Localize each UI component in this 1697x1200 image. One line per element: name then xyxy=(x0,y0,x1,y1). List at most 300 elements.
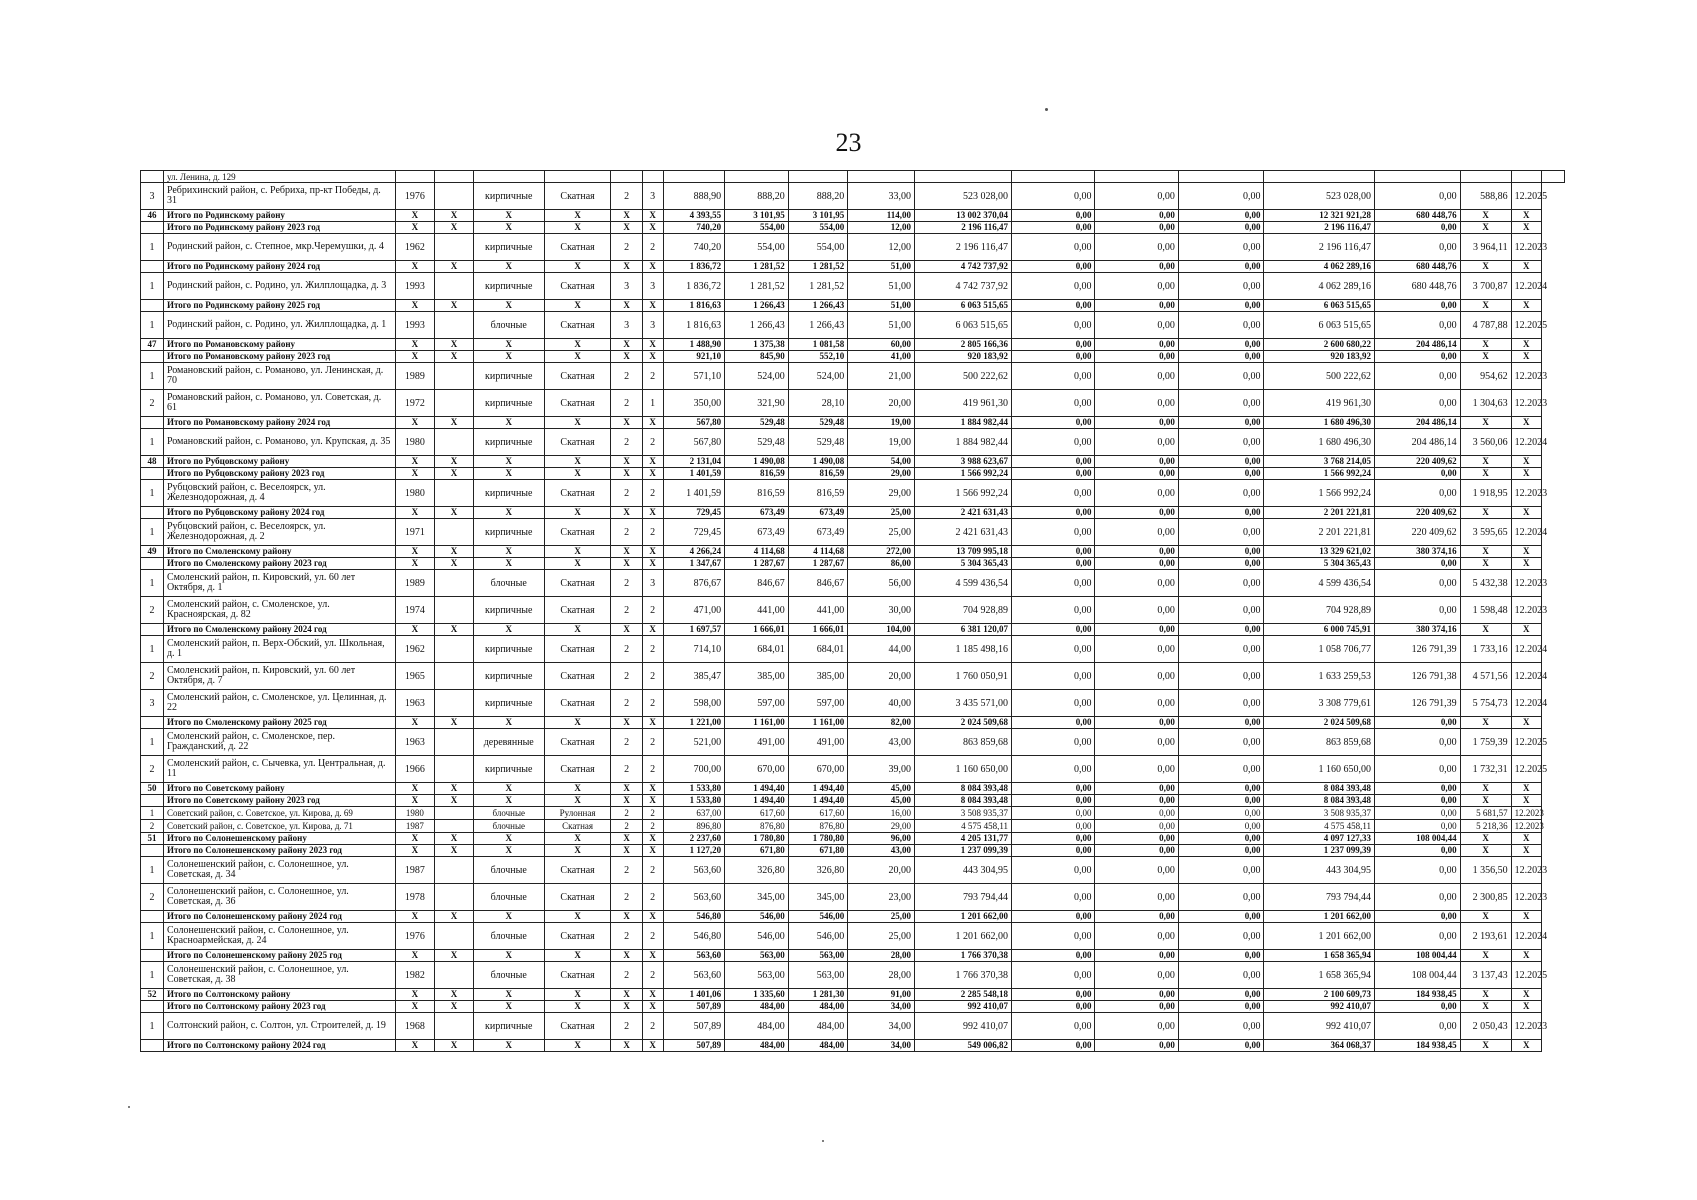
cell-wall: X xyxy=(473,546,544,558)
cell-entrances: X xyxy=(642,717,663,729)
cell-f_fed: 0,00 xyxy=(1012,690,1095,717)
cell-cost_total: 6 063 515,65 xyxy=(915,312,1012,339)
cell-deadline: X xyxy=(1511,351,1541,363)
cell-residents: 40,00 xyxy=(848,690,915,717)
cell-f_reg: 0,00 xyxy=(1095,795,1178,807)
cell-residents: 104,00 xyxy=(848,624,915,636)
cell-cost_total: 523 028,00 xyxy=(915,183,1012,210)
cell-f_reg: 0,00 xyxy=(1095,845,1178,857)
cell-area_total: 729,45 xyxy=(663,507,725,519)
cell-entrances: X xyxy=(642,261,663,273)
cell-area_all: 671,80 xyxy=(725,845,789,857)
cell-unit-cost: 3 700,87 xyxy=(1460,273,1511,300)
cell-deadline: X xyxy=(1511,546,1541,558)
cell-cost_total: 1 237 099,39 xyxy=(915,845,1012,857)
cell-year: 1993 xyxy=(395,312,435,339)
cell-f_fed: 0,00 xyxy=(1012,507,1095,519)
cell-cost_total: 1 160 650,00 xyxy=(915,756,1012,783)
cell-index: 51 xyxy=(141,833,164,845)
cell-f_reg: 0,00 xyxy=(1095,807,1178,820)
subtotal-row xyxy=(141,1001,1565,1013)
cell-area_all: 529,48 xyxy=(725,429,789,456)
cell-unit-cost: 1 733,16 xyxy=(1460,636,1511,663)
cell-address: Советский район, с. Советское, ул. Кирова, д. 69 xyxy=(163,807,395,820)
table-row-continuation xyxy=(141,171,1565,183)
cell-f_mun: 0,00 xyxy=(1178,1001,1264,1013)
cell-subtotal-label: Итого по Солонешенскому району 2024 год xyxy=(163,911,395,923)
cell-wall: кирпичные xyxy=(473,636,544,663)
cell-f_own: 4 062 289,16 xyxy=(1264,273,1375,300)
cell-area_res: 546,00 xyxy=(788,923,847,950)
cell-year: X xyxy=(395,795,435,807)
cell-cost_total: 1 201 662,00 xyxy=(915,911,1012,923)
cell-roof: X xyxy=(544,468,611,480)
cell-deadline: 12.2023 xyxy=(1511,820,1541,833)
cell-area_res: 345,00 xyxy=(788,884,847,911)
cell-entrances: 2 xyxy=(642,690,663,717)
subtotal-row xyxy=(141,845,1565,857)
cell-unit-cost: 5 681,57 xyxy=(1460,807,1511,820)
cell-f_mun: 0,00 xyxy=(1178,690,1264,717)
cell-year: 1980 xyxy=(395,429,435,456)
cell-residents: 51,00 xyxy=(848,273,915,300)
cell-residents: 12,00 xyxy=(848,234,915,261)
cell-wall: X xyxy=(473,795,544,807)
cell-area_all: 1 266,43 xyxy=(725,300,789,312)
cell-roof: X xyxy=(544,351,611,363)
cell-wall: X xyxy=(473,911,544,923)
cell-area_all: 484,00 xyxy=(725,1001,789,1013)
subtotal-row xyxy=(141,1040,1565,1052)
cell-year2: X xyxy=(435,300,474,312)
cell-f_fed: 0,00 xyxy=(1012,783,1095,795)
cell-residents: 34,00 xyxy=(848,1013,915,1040)
cell-empty xyxy=(1541,171,1564,183)
cell-f_mun: 0,00 xyxy=(1178,884,1264,911)
cell-year2: X xyxy=(435,507,474,519)
cell-residents: 28,00 xyxy=(848,950,915,962)
cell-unit-cost: X xyxy=(1460,300,1511,312)
cell-area_all: 1 287,67 xyxy=(725,558,789,570)
cell-address: Ребрихинский район, с. Ребриха, пр-кт Победы, д. 31 xyxy=(163,183,395,210)
cell-year: 1968 xyxy=(395,1013,435,1040)
cell-year: 1987 xyxy=(395,820,435,833)
cell-year: X xyxy=(395,833,435,845)
cell-roof: Скатная xyxy=(544,597,611,624)
cell-roof: Скатная xyxy=(544,820,611,833)
cell-subtotal-label: Итого по Смоленскому району 2024 год xyxy=(163,624,395,636)
subtotal-row xyxy=(141,417,1565,429)
cell-index xyxy=(141,1001,164,1013)
cell-area_total: 896,80 xyxy=(663,820,725,833)
cell-roof: Скатная xyxy=(544,480,611,507)
cell-entrances: X xyxy=(642,795,663,807)
cell-area_res: 1 287,67 xyxy=(788,558,847,570)
cell-area_total: 740,20 xyxy=(663,234,725,261)
cell-unit-cost: 4 571,56 xyxy=(1460,663,1511,690)
cell-entrances: 2 xyxy=(642,234,663,261)
cell-area_all: 846,67 xyxy=(725,570,789,597)
cell-year2: X xyxy=(435,417,474,429)
table-row xyxy=(141,807,1565,820)
cell-area_total: 1 533,80 xyxy=(663,783,725,795)
cell-area_total: 1 401,06 xyxy=(663,989,725,1001)
cell-area_all: 1 335,60 xyxy=(725,989,789,1001)
cell-index xyxy=(141,261,164,273)
cell-year2: X xyxy=(435,339,474,351)
cell-area_res: 1 281,52 xyxy=(788,261,847,273)
cell-unit-cost: 1 918,95 xyxy=(1460,480,1511,507)
cell-f_mun: 0,00 xyxy=(1178,558,1264,570)
cell-year2: X xyxy=(435,558,474,570)
cell-f_other: 184 938,45 xyxy=(1375,989,1461,1001)
cell-deadline: 12.2023 xyxy=(1511,234,1541,261)
cell-index: 46 xyxy=(141,210,164,222)
cell-index: 1 xyxy=(141,480,164,507)
cell-area_res: 563,00 xyxy=(788,950,847,962)
cell-f_reg: 0,00 xyxy=(1095,312,1178,339)
cell-floors: 2 xyxy=(611,519,642,546)
cell-residents: 23,00 xyxy=(848,884,915,911)
cell-empty xyxy=(395,171,435,183)
cell-year: X xyxy=(395,300,435,312)
cell-year: 1965 xyxy=(395,663,435,690)
cell-deadline: 12.2025 xyxy=(1511,183,1541,210)
cell-address: Солонешенский район, с. Солонешное, ул. Советская, д. 38 xyxy=(163,962,395,989)
table-row xyxy=(141,690,1565,717)
cell-floors: X xyxy=(611,456,642,468)
cell-floors: 2 xyxy=(611,597,642,624)
table-row xyxy=(141,820,1565,833)
cell-f_mun: 0,00 xyxy=(1178,363,1264,390)
cell-f_mun: 0,00 xyxy=(1178,807,1264,820)
cell-year: 1976 xyxy=(395,183,435,210)
cell-index: 1 xyxy=(141,1013,164,1040)
cell-year: X xyxy=(395,1001,435,1013)
cell-area_res: 484,00 xyxy=(788,1001,847,1013)
cell-index: 1 xyxy=(141,729,164,756)
cell-f_mun: 0,00 xyxy=(1178,911,1264,923)
repair-program-table xyxy=(140,170,1565,1052)
cell-index: 1 xyxy=(141,923,164,950)
cell-f_other: 0,00 xyxy=(1375,351,1461,363)
cell-entrances: 2 xyxy=(642,480,663,507)
cell-roof: Скатная xyxy=(544,234,611,261)
cell-entrances: 2 xyxy=(642,636,663,663)
table-row xyxy=(141,884,1565,911)
cell-index: 1 xyxy=(141,273,164,300)
cell-f_own: 2 201 221,81 xyxy=(1264,507,1375,519)
cell-empty xyxy=(1178,171,1264,183)
cell-area_res: 597,00 xyxy=(788,690,847,717)
cell-area_total: 921,10 xyxy=(663,351,725,363)
cell-address: Рубцовский район, с. Веселоярск, ул. Железнодорожная, д. 4 xyxy=(163,480,395,507)
cell-floors: 2 xyxy=(611,807,642,820)
cell-year2 xyxy=(435,807,474,820)
cell-f_own: 1 658 365,94 xyxy=(1264,962,1375,989)
cell-f_own: 1 201 662,00 xyxy=(1264,923,1375,950)
cell-f_mun: 0,00 xyxy=(1178,417,1264,429)
cell-index xyxy=(141,950,164,962)
cell-year2: X xyxy=(435,989,474,1001)
cell-f_other: 0,00 xyxy=(1375,923,1461,950)
cell-f_fed: 0,00 xyxy=(1012,261,1095,273)
subtotal-row xyxy=(141,950,1565,962)
cell-subtotal-label: Итого по Романовскому району 2023 год xyxy=(163,351,395,363)
cell-roof: Скатная xyxy=(544,390,611,417)
cell-index xyxy=(141,911,164,923)
cell-floors: 3 xyxy=(611,312,642,339)
cell-deadline: X xyxy=(1511,210,1541,222)
cell-area_res: 816,59 xyxy=(788,480,847,507)
table-row xyxy=(141,1013,1565,1040)
table-row xyxy=(141,729,1565,756)
cell-unit-cost: 1 759,39 xyxy=(1460,729,1511,756)
cell-area_res: 673,49 xyxy=(788,507,847,519)
cell-area_res: 385,00 xyxy=(788,663,847,690)
cell-f_other: 0,00 xyxy=(1375,183,1461,210)
cell-year: X xyxy=(395,261,435,273)
cell-wall: блочные xyxy=(473,923,544,950)
cell-wall: кирпичные xyxy=(473,363,544,390)
cell-residents: 43,00 xyxy=(848,729,915,756)
cell-wall: блочные xyxy=(473,857,544,884)
cell-residents: 12,00 xyxy=(848,222,915,234)
cell-area_total: 571,10 xyxy=(663,363,725,390)
cell-entrances: 2 xyxy=(642,363,663,390)
cell-unit-cost: X xyxy=(1460,339,1511,351)
cell-f_fed: 0,00 xyxy=(1012,807,1095,820)
cell-year2: X xyxy=(435,1001,474,1013)
cell-wall: X xyxy=(473,558,544,570)
table-row xyxy=(141,429,1565,456)
cell-f_fed: 0,00 xyxy=(1012,795,1095,807)
cell-index: 1 xyxy=(141,519,164,546)
cell-index xyxy=(141,300,164,312)
cell-roof: Скатная xyxy=(544,756,611,783)
cell-area_total: 1 836,72 xyxy=(663,261,725,273)
cell-f_reg: 0,00 xyxy=(1095,923,1178,950)
cell-entrances: 2 xyxy=(642,962,663,989)
cell-year: 1963 xyxy=(395,690,435,717)
cell-year2 xyxy=(435,183,474,210)
subtotal-row xyxy=(141,624,1565,636)
cell-deadline: X xyxy=(1511,950,1541,962)
subtotal-row xyxy=(141,546,1565,558)
cell-address: Смоленский район, п. Кировский, ул. 60 лет Октября, д. 1 xyxy=(163,570,395,597)
cell-area_total: 1 401,59 xyxy=(663,468,725,480)
cell-year: X xyxy=(395,717,435,729)
cell-year: X xyxy=(395,911,435,923)
cell-f_fed: 0,00 xyxy=(1012,429,1095,456)
cell-residents: 114,00 xyxy=(848,210,915,222)
cell-cost_total: 2 805 166,36 xyxy=(915,339,1012,351)
cell-f_reg: 0,00 xyxy=(1095,717,1178,729)
cell-f_other: 220 409,62 xyxy=(1375,456,1461,468)
cell-index: 2 xyxy=(141,390,164,417)
cell-area_total: 740,20 xyxy=(663,222,725,234)
cell-area_total: 1 816,63 xyxy=(663,300,725,312)
cell-cost_total: 4 205 131,77 xyxy=(915,833,1012,845)
cell-f_other: 0,00 xyxy=(1375,717,1461,729)
cell-cost_total: 3 988 623,67 xyxy=(915,456,1012,468)
cell-wall: X xyxy=(473,507,544,519)
cell-area_res: 846,67 xyxy=(788,570,847,597)
cell-f_reg: 0,00 xyxy=(1095,300,1178,312)
cell-entrances: 3 xyxy=(642,183,663,210)
cell-subtotal-label: Итого по Смоленскому району 2023 год xyxy=(163,558,395,570)
cell-f_own: 500 222,62 xyxy=(1264,363,1375,390)
cell-area_all: 1 281,52 xyxy=(725,273,789,300)
cell-cost_total: 2 421 631,43 xyxy=(915,519,1012,546)
cell-floors: X xyxy=(611,783,642,795)
cell-area_all: 816,59 xyxy=(725,480,789,507)
cell-f_own: 364 068,37 xyxy=(1264,1040,1375,1052)
cell-wall: блочные xyxy=(473,962,544,989)
cell-f_mun: 0,00 xyxy=(1178,597,1264,624)
table-row xyxy=(141,663,1565,690)
cell-address: Романовский район, с. Романово, ул. Ленинская, д. 70 xyxy=(163,363,395,390)
cell-area_all: 554,00 xyxy=(725,234,789,261)
cell-year: 1963 xyxy=(395,729,435,756)
cell-f_own: 863 859,68 xyxy=(1264,729,1375,756)
cell-f_other: 108 004,44 xyxy=(1375,833,1461,845)
cell-entrances: 2 xyxy=(642,807,663,820)
cell-f_mun: 0,00 xyxy=(1178,300,1264,312)
table-row xyxy=(141,962,1565,989)
cell-entrances: X xyxy=(642,468,663,480)
cell-roof: X xyxy=(544,624,611,636)
cell-entrances: 2 xyxy=(642,923,663,950)
cell-floors: 2 xyxy=(611,429,642,456)
cell-f_own: 1 680 496,30 xyxy=(1264,417,1375,429)
cell-f_fed: 0,00 xyxy=(1012,468,1095,480)
cell-f_mun: 0,00 xyxy=(1178,222,1264,234)
cell-area_total: 876,67 xyxy=(663,570,725,597)
cell-residents: 44,00 xyxy=(848,636,915,663)
cell-f_fed: 0,00 xyxy=(1012,570,1095,597)
cell-wall: блочные xyxy=(473,807,544,820)
cell-f_reg: 0,00 xyxy=(1095,363,1178,390)
cell-f_mun: 0,00 xyxy=(1178,923,1264,950)
cell-area_all: 876,80 xyxy=(725,820,789,833)
cell-deadline: 12.2023 xyxy=(1511,597,1541,624)
cell-f_mun: 0,00 xyxy=(1178,795,1264,807)
cell-f_other: 126 791,38 xyxy=(1375,663,1461,690)
cell-empty xyxy=(1095,171,1178,183)
cell-f_fed: 0,00 xyxy=(1012,989,1095,1001)
cell-wall: блочные xyxy=(473,884,544,911)
cell-unit-cost: X xyxy=(1460,507,1511,519)
cell-f_reg: 0,00 xyxy=(1095,962,1178,989)
cell-year2: X xyxy=(435,717,474,729)
cell-cost_total: 992 410,07 xyxy=(915,1001,1012,1013)
cell-area_res: 484,00 xyxy=(788,1013,847,1040)
cell-floors: X xyxy=(611,624,642,636)
cell-deadline: X xyxy=(1511,833,1541,845)
cell-year: X xyxy=(395,624,435,636)
cell-f_own: 2 201 221,81 xyxy=(1264,519,1375,546)
cell-floors: 2 xyxy=(611,884,642,911)
cell-f_own: 4 062 289,16 xyxy=(1264,261,1375,273)
cell-area_total: 1 697,57 xyxy=(663,624,725,636)
cell-index: 48 xyxy=(141,456,164,468)
cell-roof: Скатная xyxy=(544,962,611,989)
cell-address: Родинский район, с. Родино, ул. Жилплощадка, д. 1 xyxy=(163,312,395,339)
cell-residents: 91,00 xyxy=(848,989,915,1001)
cell-floors: X xyxy=(611,558,642,570)
cell-f_own: 6 063 515,65 xyxy=(1264,300,1375,312)
cell-cost_total: 5 304 365,43 xyxy=(915,558,1012,570)
cell-subtotal-label: Итого по Смоленскому району 2025 год xyxy=(163,717,395,729)
cell-f_fed: 0,00 xyxy=(1012,519,1095,546)
subtotal-row xyxy=(141,911,1565,923)
cell-roof: Скатная xyxy=(544,857,611,884)
cell-roof: X xyxy=(544,911,611,923)
cell-f_reg: 0,00 xyxy=(1095,519,1178,546)
cell-floors: X xyxy=(611,795,642,807)
subtotal-row xyxy=(141,261,1565,273)
cell-year2 xyxy=(435,690,474,717)
cell-area_all: 321,90 xyxy=(725,390,789,417)
cell-empty xyxy=(915,171,1012,183)
cell-f_other: 0,00 xyxy=(1375,468,1461,480)
cell-year: 1974 xyxy=(395,597,435,624)
cell-year2: X xyxy=(435,222,474,234)
page-number: 23 xyxy=(835,128,862,157)
cell-roof: X xyxy=(544,989,611,1001)
cell-roof: X xyxy=(544,300,611,312)
cell-year: X xyxy=(395,210,435,222)
cell-unit-cost: 5 754,73 xyxy=(1460,690,1511,717)
cell-entrances: 2 xyxy=(642,597,663,624)
cell-floors: 2 xyxy=(611,636,642,663)
cell-cost_total: 1 760 050,91 xyxy=(915,663,1012,690)
cell-roof: Скатная xyxy=(544,690,611,717)
cell-subtotal-label: Итого по Рубцовскому району 2023 год xyxy=(163,468,395,480)
cell-wall: кирпичные xyxy=(473,756,544,783)
cell-unit-cost: 1 356,50 xyxy=(1460,857,1511,884)
cell-year: X xyxy=(395,989,435,1001)
table-row xyxy=(141,570,1565,597)
cell-area_total: 714,10 xyxy=(663,636,725,663)
cell-roof: X xyxy=(544,833,611,845)
cell-cost_total: 2 421 631,43 xyxy=(915,507,1012,519)
cell-residents: 30,00 xyxy=(848,597,915,624)
cell-floors: 2 xyxy=(611,480,642,507)
cell-area_total: 350,00 xyxy=(663,390,725,417)
cell-f_reg: 0,00 xyxy=(1095,911,1178,923)
cell-entrances: 2 xyxy=(642,857,663,884)
cell-f_other: 0,00 xyxy=(1375,597,1461,624)
cell-entrances: X xyxy=(642,558,663,570)
cell-f_other: 0,00 xyxy=(1375,390,1461,417)
cell-f_own: 1 680 496,30 xyxy=(1264,429,1375,456)
cell-area_total: 1 347,67 xyxy=(663,558,725,570)
cell-area_all: 1 494,40 xyxy=(725,783,789,795)
cell-f_fed: 0,00 xyxy=(1012,717,1095,729)
cell-year: 1966 xyxy=(395,756,435,783)
cell-entrances: X xyxy=(642,624,663,636)
cell-area_res: 1 494,40 xyxy=(788,795,847,807)
subtotal-row xyxy=(141,507,1565,519)
cell-f_other: 680 448,76 xyxy=(1375,273,1461,300)
cell-year: 1980 xyxy=(395,480,435,507)
cell-area_res: 484,00 xyxy=(788,1040,847,1052)
cell-year: 1989 xyxy=(395,363,435,390)
cell-area_all: 845,90 xyxy=(725,351,789,363)
cell-f_own: 4 575 458,11 xyxy=(1264,820,1375,833)
